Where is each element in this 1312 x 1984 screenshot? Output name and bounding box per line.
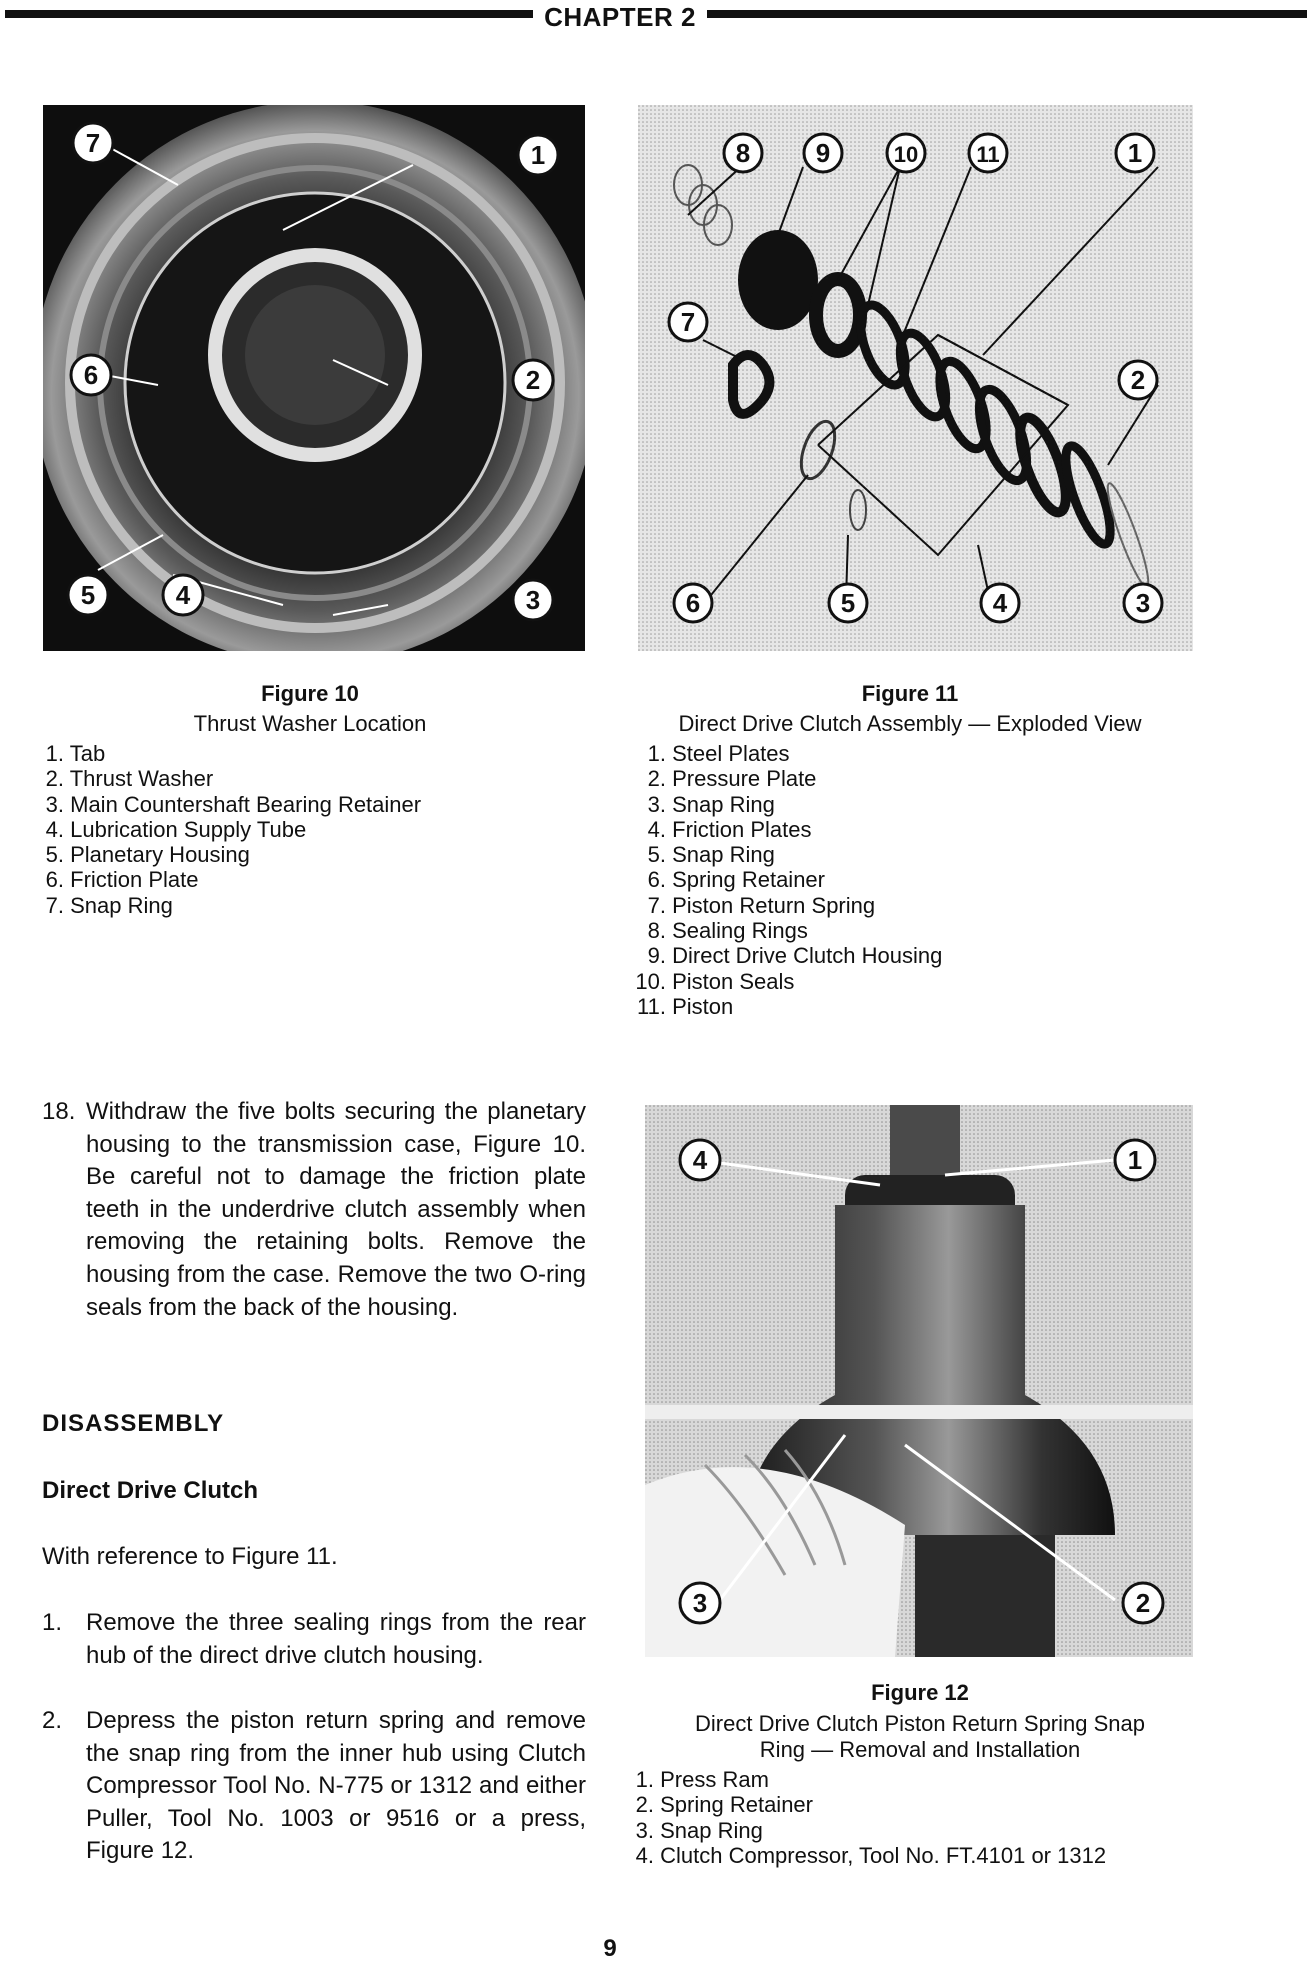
legend-item: 1. Press Ram <box>635 1767 769 1792</box>
figure-10-photo <box>43 105 585 651</box>
legend-item: 1. Tab <box>45 741 106 766</box>
step-text: Depress the piston return spring and remove the snap ring from the inner hub using Clutch Compressor Tool No. N-775 or 1312 and either Puller, Tool No. 1003 or 9516 or a press, Figure 12. <box>86 1707 586 1865</box>
intro-text: With reference to Figure 11. <box>42 1543 338 1570</box>
legend-item: 4. Lubrication Supply Tube <box>45 816 307 842</box>
chapter-heading: CHAPTER 2 <box>544 2 696 32</box>
fig11-callout-7: 7 <box>680 307 696 337</box>
legend-item: 6. Friction Plate <box>45 867 199 893</box>
legend-item: 3. Snap Ring <box>647 791 775 817</box>
page-number: 9 <box>603 1935 617 1962</box>
legend-item: 7. Snap Ring <box>45 892 173 918</box>
fig11-callout-11: 11 <box>976 142 1000 167</box>
figure-12-photo <box>645 1105 1193 1657</box>
fig10-callout-1: 1 <box>530 140 546 170</box>
fig11-callout-1: 1 <box>1127 138 1143 168</box>
step-18-paragraph <box>42 1096 586 1324</box>
figure-11-legend <box>630 741 942 1019</box>
legend-item: 5. Snap Ring <box>647 842 775 868</box>
legend-item: 3. Main Countershaft Bearing Retainer <box>45 791 422 817</box>
fig12-callout-4: 4 <box>692 1145 708 1175</box>
legend-item: 1. Steel Plates <box>647 741 790 766</box>
section-heading: DISASSEMBLY <box>42 1410 225 1437</box>
fig11-callout-3: 3 <box>1135 588 1151 618</box>
fig11-callout-9: 9 <box>815 138 831 168</box>
fig10-callout-4: 4 <box>175 580 191 610</box>
step-number: 2. <box>42 1707 63 1734</box>
legend-item: 2. Pressure Plate <box>647 766 817 792</box>
fig10-callout-2: 2 <box>525 365 541 395</box>
legend-item: 10. Piston Seals <box>635 968 795 994</box>
step-2-paragraph <box>42 1705 586 1868</box>
header-rule-left <box>5 10 533 18</box>
step-1-paragraph <box>42 1607 586 1672</box>
fig12-callout-1: 1 <box>1127 1145 1143 1175</box>
step-text: Remove the three sealing rings from the rear hub of the direct drive clutch housing. <box>86 1609 586 1669</box>
header-rule-right <box>707 10 1307 18</box>
legend-item: 4. Clutch Compressor, Tool No. FT.4101 or 1312 <box>635 1842 1107 1868</box>
figure-12-subtitle-line-2: Ring — Removal and Installation <box>759 1737 1081 1762</box>
legend-item: 3. Snap Ring <box>635 1817 763 1843</box>
fig12-callout-2: 2 <box>1135 1588 1151 1618</box>
fig11-callout-10: 10 <box>893 142 919 167</box>
legend-item: 6. Spring Retainer <box>647 867 825 893</box>
sub-heading: Direct Drive Clutch <box>42 1477 259 1504</box>
figure-11-subtitle: Direct Drive Clutch Assembly — Exploded View <box>678 711 1142 736</box>
step-number: 18. <box>42 1098 76 1125</box>
legend-item: 9. Direct Drive Clutch Housing <box>647 943 943 969</box>
legend-item: 2. Spring Retainer <box>635 1792 813 1818</box>
fig12-callout-3: 3 <box>692 1588 708 1618</box>
fig10-callout-5: 5 <box>80 580 96 610</box>
step-text: Withdraw the five bolts securing the planetary housing to the transmission case, Figure 10. Be careful not to damage the friction plate teeth in the underdrive clutch assembly when removing the retaining bolts. Remove the housing from the case. Remove the two O-ring seals from the back of the housing. <box>86 1098 586 1321</box>
step-number: 1. <box>42 1609 63 1636</box>
figure-10-subtitle: Thrust Washer Location <box>193 711 427 736</box>
fig10-callout-6: 6 <box>83 360 99 390</box>
legend-item: 7. Piston Return Spring <box>647 892 876 918</box>
legend-item: 2. Thrust Washer <box>45 766 214 792</box>
figure-12-subtitle-line-1: Direct Drive Clutch Piston Return Spring Snap <box>695 1711 1145 1736</box>
fig11-callout-4: 4 <box>992 588 1008 618</box>
figure-11-photo <box>638 105 1193 651</box>
figure-10-title: Figure 10 <box>261 681 359 706</box>
legend-item: 8. Sealing Rings <box>647 918 808 944</box>
fig10-callout-7: 7 <box>85 128 101 158</box>
fig10-callout-3: 3 <box>525 585 541 615</box>
figure-11-title: Figure 11 <box>861 681 959 706</box>
fig11-callout-5: 5 <box>840 588 856 618</box>
figure-12-legend <box>630 1767 1106 1868</box>
figure-12-title: Figure 12 <box>871 1680 969 1705</box>
fig11-callout-2: 2 <box>1130 365 1146 395</box>
legend-item: 11. Piston <box>637 993 734 1019</box>
figure-10-legend <box>40 741 421 918</box>
legend-item: 4. Friction Plates <box>647 816 812 842</box>
fig11-callout-8: 8 <box>735 138 751 168</box>
legend-item: 5. Planetary Housing <box>45 842 250 868</box>
fig11-callout-6: 6 <box>685 588 701 618</box>
